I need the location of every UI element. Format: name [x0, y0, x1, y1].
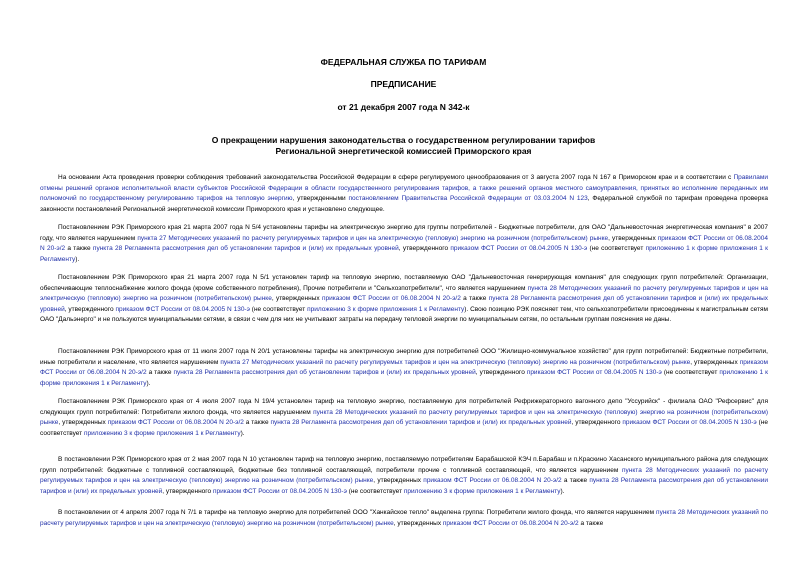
paragraph-text: Постановлением РЭК Приморского края 21 марта 2007 года N 5/1 установлен тариф на тепловую энергию, поставляемую ОАО "Дальневосточная генерирующая компания" для следующих групп потребителей: Организации, обеспечивающие теплоснабжение жилого фонда (кроме собственного потребления), Прочие потребители и "Сельхозпотребители", что является нарушением [40, 274, 768, 292]
document-link[interactable]: пункта 27 Методических указаний по расчету регулируемых тарифов и цен на электрическую (тепловую) энергию на розничном (потребительском) рынке [137, 234, 609, 242]
paragraph-text: а также [65, 245, 93, 253]
paragraph-text: , утвержденными [292, 195, 349, 203]
paragraph-text: В постановлении РЭК Приморского края от 2 мая 2007 года N 10 установлен тариф на тепловую энергию, поставляемую потребителям Барабашской КЭЧ п.Барабаш и п.Краскино Хасанского муниципального района для следующих групп потребителей: бюджетные с топливной составляющей, бюджетные без топливной составляющей, потребители прочие с топливной составляющей, что является нарушением [40, 456, 768, 474]
paragraph-text: ). [560, 487, 565, 495]
paragraph-text: а также [146, 369, 174, 377]
paragraph-text: , утвержденных [608, 234, 658, 242]
paragraph-text: а также [243, 419, 271, 427]
paragraph-text: ). [75, 255, 80, 263]
paragraph-text: , утвержденных [271, 295, 322, 303]
paragraph-text: В постановлении от 4 апреля 2007 года N 7/1 в тарифе на тепловую энергию для потребителей ООО "Ханкайское тепло" выделена группа: Потребители жилого фонда, что является нарушением [58, 509, 657, 516]
paragraph-text: , утвержденных [373, 477, 424, 485]
paragraph-text: , утвержденных [690, 358, 740, 366]
paragraph-text: , утвержденного [64, 305, 116, 313]
agency-name: ФЕДЕРАЛЬНАЯ СЛУЖБА ПО ТАРИФАМ [320, 57, 487, 67]
paragraph-text: Постановлением РЭК Приморского края от 11 июля 2007 года N 20/1 установлены тарифы на электрическую энергию для потребителей ООО "Жилищно-коммунальное хозяйство" для групп потребителей: Бюджетные потребители, иные потребители и население, что является нарушением [40, 348, 768, 366]
document-link[interactable]: пункта 28 Методических указаний по расчету регулируемых тарифов и цен на электрическую (тепловую) энергию на розничном (потребительском) рынке [40, 408, 768, 427]
document-link[interactable]: постановлением Правительства Российской Федерации от 03.03.2004 N 123 [348, 195, 588, 203]
document-link[interactable]: приказом ФСТ России от 06.08.2004 N 20-э/2 [40, 234, 768, 253]
paragraph-text: На основании Акта проведения проверки соблюдения требований законодательства Российской Федерации в сфере регулируемого ценообразования от 3 августа 2007 года N 167 в Приморском крае и в соответствии с [58, 174, 734, 181]
document-title-line-1: О прекращении нарушения законодательства о государственном регулировании тарифов [211, 135, 596, 145]
paragraph-text: , утвержденного [162, 487, 213, 495]
document-link[interactable]: приказом ФСТ России от 08.04.2005 N 130-э [115, 305, 250, 313]
document-link[interactable]: пункта 28 Регламента рассмотрения дел об установлении тарифов и (или) их предельных уровней [270, 419, 572, 427]
document-link[interactable]: приказом ФСТ России от 08.04.2005 N 130-э [212, 487, 347, 495]
paragraph-6 [40, 455, 768, 497]
document-link[interactable]: пункта 28 Методических указаний по расчету регулируемых тарифов и цен на электрическую (тепловую) энергию на розничном (потребительском) рынке [40, 509, 768, 527]
document-link[interactable]: приказом ФСТ России от 08.04.2005 N 130-э [622, 419, 757, 427]
paragraph-text: а также [460, 295, 489, 303]
paragraph-text: (не соответствует [249, 305, 308, 313]
document-link[interactable]: приложению 1 к форме приложения 1 к Регламенту [40, 245, 768, 263]
document-link[interactable]: приказом ФСТ России от 06.08.2004 N 20-э/2 [321, 295, 461, 303]
document-link[interactable]: приказом ФСТ России от 06.08.2004 N 20-э/2 [40, 358, 768, 377]
document-link[interactable]: пункта 27 Методических указаний по расчету регулируемых тарифов и цен на электрическую (тепловую) энергию на розничном (потребительском) рынке [220, 358, 691, 366]
paragraph-text: (не соответствует [346, 487, 404, 495]
document-link[interactable]: пункта 28 Регламента рассмотрения дел об установлении тарифов и (или) их предельных уровней [173, 369, 476, 377]
paragraph-4 [40, 347, 768, 389]
paragraph-text: а также [561, 477, 590, 485]
document-link[interactable]: пункта 28 Методических указаний по расчету регулируемых тарифов и цен на электрическую (тепловую) энергию на розничном (потребительском) рынке [40, 284, 769, 303]
document-link[interactable]: пункта 28 Методических указаний по расчету регулируемых тарифов и цен на электрическую (тепловую) энергию на розничном (потребительском) рынке [40, 466, 768, 485]
paragraph-text: Постановлением РЭК Приморского края от 4 июля 2007 года N 19/4 установлен тариф на тепловую энергию, поставляемую для потребителей Рефрижераторного вагонного депо "Уссурийск" - филиала ОАО "Рефсервис" для следующих групп потребителей: Потребители жилого фонда, что является нарушением [40, 398, 768, 416]
paragraph-1 [40, 173, 768, 215]
document-link[interactable]: пункта 28 Регламента рассмотрения дел об установлении тарифов и (или) их предельных уровней [40, 295, 768, 313]
paragraph-text: ). [146, 379, 151, 387]
document-link[interactable]: приказом ФСТ России от 08.04.2005 N 130-э [450, 245, 588, 253]
document-title-line-2: Региональной энергетической комиссией Приморского края [275, 146, 532, 156]
paragraph-3 [40, 273, 768, 326]
paragraph-text: , утвержденного [571, 419, 623, 427]
paragraph-text: а также [578, 519, 604, 527]
document-link[interactable]: приказом ФСТ России от 06.08.2004 N 20-э/2 [442, 519, 579, 527]
paragraph-text: , утвержденного [398, 245, 451, 253]
document-link[interactable]: приложению 3 к форме приложения 1 к Регламенту [307, 305, 465, 313]
paragraph-text: ). Свою позицию РЭК поясняет тем, что сельхозпотребители присоединены к магистральным сетям ОАО "Дальэнерго" и не пользуются муниципальными сетями, в связи с чем для них не учитывают затраты на передачу тепловой энергии по муниципальным сетям, по остальным группам пояснения не даны. [40, 305, 768, 324]
document-link[interactable]: приложению 3 к форме приложения 1 к Регламенту [83, 429, 241, 437]
paragraph-text: ). [240, 429, 245, 437]
paragraph-text: , утвержденных [393, 519, 443, 527]
document-link[interactable]: приказом ФСТ России от 08.04.2005 N 130-э [526, 369, 662, 377]
paragraph-2 [40, 223, 768, 265]
document-link[interactable]: Правилами отмены решений органов исполнительной власти субъектов Российской Федерации в области государственного регулирования тарифов, а также решений органов местного самоуправления, принятых во исполнение переданных им полномочий по государственному регулированию тарифов на тепловую энергию [40, 174, 768, 203]
paragraph-text: , утвержденных [58, 419, 108, 427]
paragraph-text: (не соответствует [40, 419, 768, 437]
paragraph-5 [40, 397, 768, 439]
paragraph-text: (не соответствует [661, 369, 720, 377]
document-link[interactable]: приказом ФСТ России от 06.08.2004 N 20-э/2 [423, 477, 562, 485]
document-link[interactable]: пункта 28 Регламента рассмотрения дел об установлении тарифов и (или) их предельных уровней [40, 477, 768, 495]
document-link[interactable]: приказом ФСТ России от 06.08.2004 N 20-э/2 [107, 419, 244, 427]
paragraph-text: , утвержденного [475, 369, 527, 377]
document-link[interactable]: приложению 3 к форме приложения 1 к Регламенту [403, 487, 561, 495]
document-type: ПРЕДПИСАНИЕ [370, 79, 437, 89]
document-date-number: от 21 декабря 2007 года N 342-к [337, 102, 470, 112]
document-link[interactable]: приложению 1 к форме приложения 1 к Регламенту [40, 369, 768, 387]
document-link[interactable]: пункта 28 Регламента рассмотрения дел об установлении тарифов и (или) их предельных уровней [92, 245, 399, 253]
paragraph-text: , Федеральной службой по тарифам проведена проверка законности постановлений Региональной энергетической комиссии Приморского края и установлено следующее. [40, 195, 768, 213]
paragraph-text: Постановлением РЭК Приморского края 21 марта 2007 года N 5/4 установлены тарифы на электрическую энергию для группы потребителей - Бюджетные потребители, для ОАО "Дальневосточная энергетическая компания" в 2007 году, что является нарушением [40, 224, 768, 242]
paragraph-text: (не соответствует [587, 245, 646, 253]
paragraph-7 [40, 508, 768, 529]
